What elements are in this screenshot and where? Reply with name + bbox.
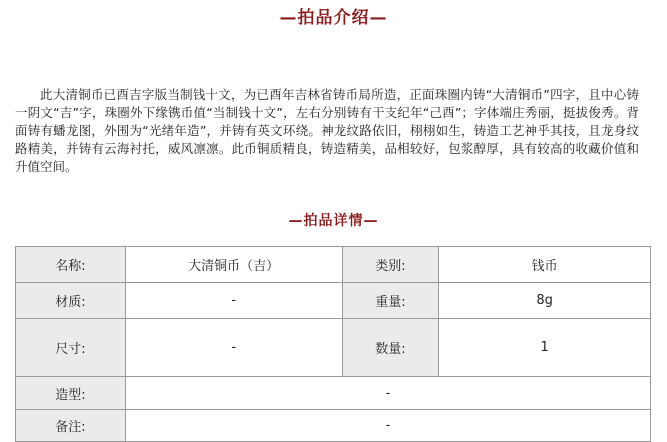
category-label: 类别: xyxy=(342,247,439,283)
table-row xyxy=(16,410,651,442)
category-value: 钱币 xyxy=(439,247,651,283)
shape-label: 造型: xyxy=(16,377,126,410)
details-section-title: —拍品详情— xyxy=(288,213,379,229)
size-label: 尺寸: xyxy=(16,319,126,377)
table-row xyxy=(16,319,651,377)
table-row xyxy=(16,283,651,319)
weight-value: 8g xyxy=(439,283,651,319)
shape-value: - xyxy=(125,377,650,410)
material-value: - xyxy=(125,283,342,319)
size-value: - xyxy=(125,319,342,377)
table-row xyxy=(16,247,651,283)
name-label: 名称: xyxy=(16,247,126,283)
material-label: 材质: xyxy=(16,283,126,319)
quantity-value: 1 xyxy=(439,319,651,377)
name-value: 大清铜币（吉） xyxy=(125,247,342,283)
remark-value: - xyxy=(125,410,650,442)
intro-section-title: —拍品介绍— xyxy=(279,8,388,28)
quantity-label: 数量: xyxy=(342,319,439,377)
intro-paragraph: 此大清铜币已酉吉字版当制钱十文，为已酉年吉林省铸币局所造，正面珠圈内铸“大清铜币”四字，且中心铸一阴文“吉”字，珠圈外下缘镌币值“当制钱十文”，左右分别铸有干支纪年“己酉”；字体端庄秀丽，挺拔俊秀。背面铸有蟠龙图，外围为“光绪年造”，并铸有英文环绕。神龙纹路依旧，栩栩如生，铸造工艺神乎其技，且龙身纹路精美，并铸有云海衬托，威风凛凛。此币铜质精良，铸造精美，品相较好，包浆醇厚，具有较高的收藏价值和升值空间。 xyxy=(15,86,639,174)
table-row xyxy=(16,377,651,410)
details-table xyxy=(15,246,651,442)
remark-label: 备注: xyxy=(16,410,126,442)
weight-label: 重量: xyxy=(342,283,439,319)
